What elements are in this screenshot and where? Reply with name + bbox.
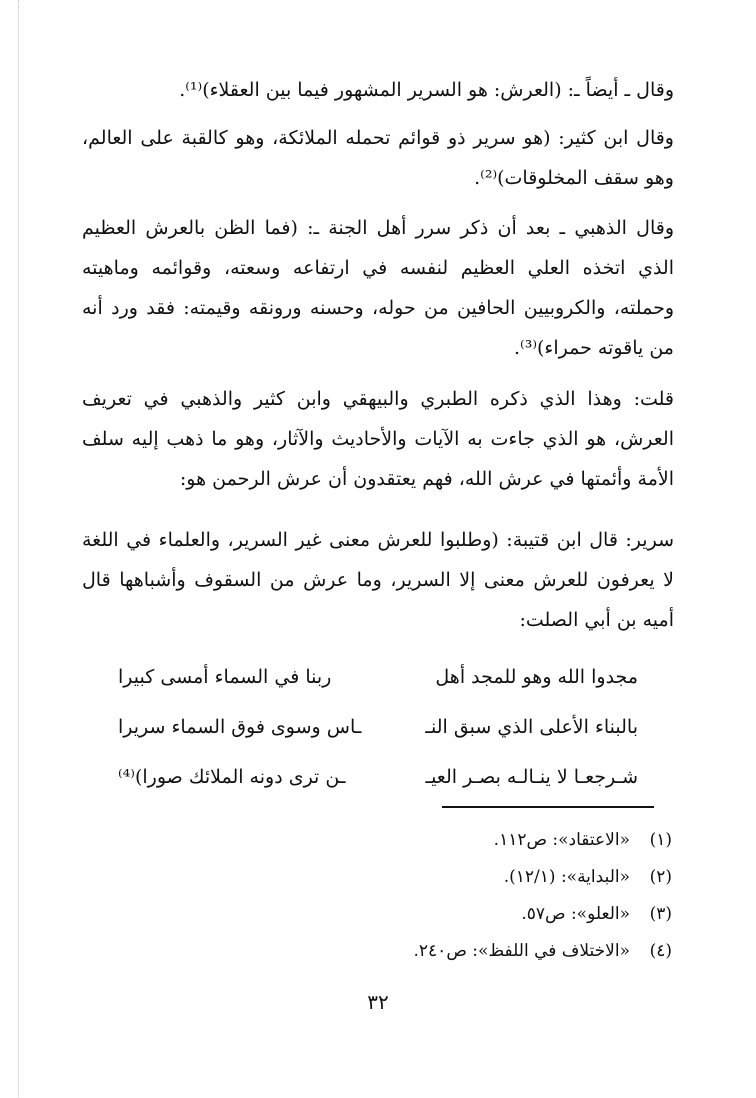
poem-verse-1-first-half: مجدوا الله وهو للمجد أهل xyxy=(435,666,638,688)
footnote-1 xyxy=(300,822,672,859)
page-number: ٣٢ xyxy=(367,990,389,1014)
footnote-3-number: (٣) xyxy=(649,904,672,924)
footnote-4 xyxy=(300,933,672,970)
paragraph-4: قلت: وهذا الذي ذكره الطبري والبيهقي وابن كثير والذهبي في تعريف العرش، هو الذي جاءت به الآيات والأحاديث والآثار، وهو ما ذهب إليه سلف الأمة وأئمتها في عرش الله، فهم يعتقدون أن عرش الرحمن هو: xyxy=(82,388,674,490)
footnote-2-text: «البداية»: (١٢/١). xyxy=(503,867,630,887)
footnotes xyxy=(300,822,672,970)
footnote-4-text: «الاختلاف في اللفظ»: ص٢٤٠. xyxy=(413,941,630,961)
poem-verse-3 xyxy=(118,752,638,802)
poem-verse-3-first-half: شـرجعـا لا ينـالـه بصـر العيـ xyxy=(425,766,638,788)
footnote-1-text: «الاعتقاد»: ص١١٢. xyxy=(493,830,630,850)
poem-verse-1 xyxy=(118,652,638,702)
footnote-2 xyxy=(300,859,672,896)
footnote-1-number: (١) xyxy=(649,830,672,850)
paragraph-5: سرير: قال ابن قتيبة: (وطلبوا للعرش معنى غير السرير، والعلماء في اللغة لا يعرفون للعرش معنى إلا السرير، وما عرش من السقوف وأشباهها قال أميه بن أبي الصلت: xyxy=(82,529,674,631)
paragraph-3: وقال الذهبي ـ بعد أن ذكر سرر أهل الجنة ـ: (فما الظن بالعرش العظيم الذي اتخذه العلي العظيم لنفسه في ارتفاعه وسعته، وقوائمه وماهيته وحملته، والكروبيين الحافين من حوله، وحسنه ورونقه وقيمته: فقد ورد أنه من ياقوته حمراء)⁽³⁾. xyxy=(82,217,674,359)
footnote-3 xyxy=(300,896,672,933)
poem xyxy=(118,652,638,802)
footnote-3-text: «العلو»: ص٥٧. xyxy=(521,904,630,924)
paragraph-2: وقال ابن كثير: (هو سرير ذو قوائم تحمله الملائكة، وهو كالقبة على العالم، وهو سقف المخلوقات)⁽²⁾. xyxy=(82,127,674,189)
poem-verse-2 xyxy=(118,702,638,752)
scan-margin-line xyxy=(18,0,19,1098)
poem-verse-1-second-half: ربنا في السماء أمسى كبيرا xyxy=(118,666,332,688)
footnote-separator xyxy=(442,806,654,808)
footnote-2-number: (٢) xyxy=(649,867,672,887)
paragraph-1: وقال ـ أيضاً ـ: (العرش: هو السرير المشهور فيما بين العقلاء)⁽¹⁾. xyxy=(179,79,674,101)
footnote-4-number: (٤) xyxy=(649,941,672,961)
poem-verse-3-second-half: ـن ترى دونه الملائك صورا)⁽⁴⁾ xyxy=(118,766,346,788)
poem-verse-2-second-half: ـاس وسوى فوق السماء سريرا xyxy=(118,716,362,738)
poem-verse-2-first-half: بالبناء الأعلى الذي سبق النـ xyxy=(425,716,638,738)
